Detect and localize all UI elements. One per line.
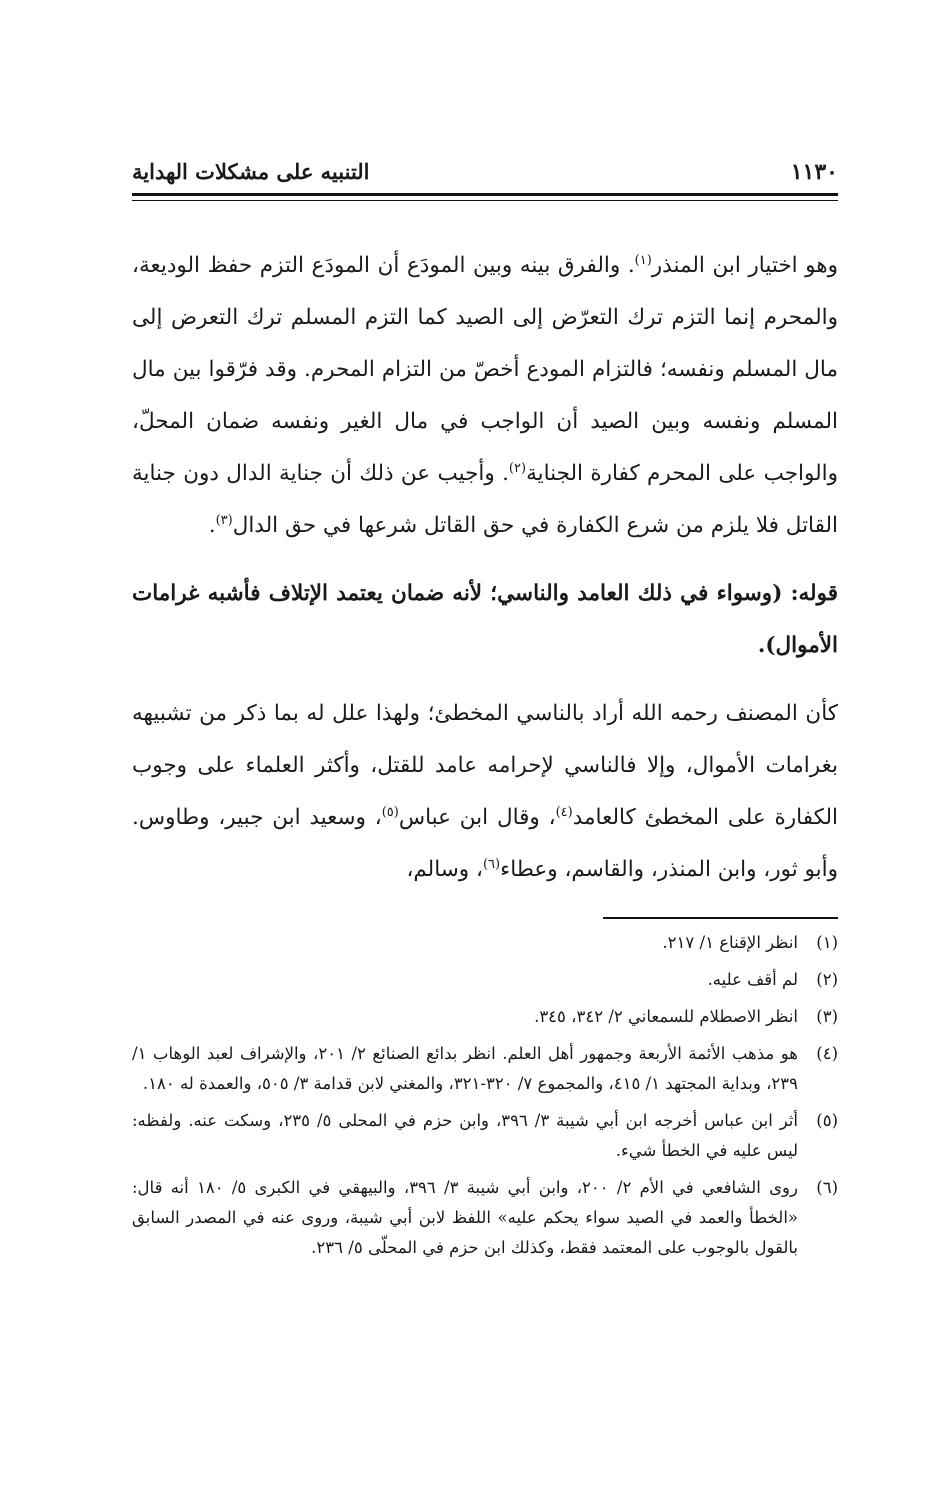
- paragraph-2: كأن المصنف رحمه الله أراد بالناسي المخطئ؛ ولهذا علل له بما ذكر من تشبيهه بغرامات الأموال، وإلا فالناسي لإحرامه عامد للقتل، وأكثر العلماء على وجوب الكفارة على المخطئ كالعامد$^{(٤)}$، وقال ابن عباس$^{(٥)}$، وسعيد ابن جبير، وطاوس. وأبو ثور، وابن المنذر، والقاسم، وعطاء$^{(٦)}$، وسالم،: [132, 701, 839, 882]
- footnote-text: أثر ابن عباس أخرجه ابن أبي شيبة ٣/ ٣٩٦، وابن حزم في المحلى ٥/ ٢٣٥، وسكت عنه. ولفظه: ليس عليه في الخطأ شيء.: [132, 1111, 798, 1160]
- header-rule: [132, 193, 838, 196]
- footnote-number: (١): [816, 933, 838, 952]
- footnote-number: (٣): [816, 1007, 838, 1026]
- footnote-ref: (١): [634, 252, 652, 268]
- running-header: [132, 152, 838, 192]
- page-number: ١١٣٠: [790, 159, 838, 185]
- footnote-text: انظر الاصطلام للسمعاني ٢/ ٣٤٢، ٣٤٥.: [534, 1007, 798, 1026]
- main-text: [132, 240, 838, 896]
- footnote-ref: (٢): [508, 460, 527, 476]
- footnote-number: (٦): [816, 1178, 838, 1197]
- footnote-separator: [603, 917, 838, 919]
- footnote-ref: (٣): [215, 512, 233, 528]
- paragraph-1: وهو اختيار ابن المنذر$^{(١)}$. والفرق بينه وبين المودَع أن المودَع التزم حفظ الوديعة، والمحرم إنما التزم ترك التعرّض إلى الصيد كما التزم المسلم ترك التعرض إلى مال المسلم ونفسه؛ فالتزام المودع أخصّ من التزام المحرم. وقد فرّقوا بين مال المسلم ونفسه وبين الصيد أن الواجب في مال الغير ونفسه ضمان المحلّ، والواجب على المحرم كفارة الجناية$^{(٢)}$. وأجيب عن ذلك أن جناية الدال دون جناية القاتل فلا يلزم من شرع الكفارة في حق القاتل شرعها في حق الدال$^{(٣)}$.: [132, 252, 838, 538]
- book-page: [132, 0, 838, 1490]
- footnote-ref: (٦): [482, 856, 501, 872]
- footnote: [132, 1173, 838, 1263]
- footnote-text: انظر الإقناع ١/ ٢١٧.: [662, 933, 798, 952]
- footnote-number: (٥): [816, 1111, 838, 1130]
- footnote-number: (٢): [816, 970, 838, 989]
- running-title: التنبيه على مشكلات الهداية: [132, 159, 370, 184]
- footnote-ref: (٤): [555, 804, 573, 820]
- footnote-text: روى الشافعي في الأم ٢/ ٢٠٠، وابن أبي شيبة ٣/ ٣٩٦، والبيهقي في الكبرى ٥/ ١٨٠ أنه قال: «الخطأ والعمد في الصيد سواء يحكم عليه» اللفظ لابن أبي شيبة، وروى عنه في المصدر السابق بالقول بالوجوب على المعتمد فقط، وكذلك ابن حزم في المحلّى ٥/ ٢٣٦.: [132, 1178, 798, 1257]
- footnote-number: (٤): [816, 1044, 838, 1063]
- footnotes-list: [132, 928, 838, 1270]
- footnote-text: لم أقف عليه.: [707, 970, 798, 989]
- footnote: [132, 1002, 838, 1032]
- header-rule-thin: [132, 200, 838, 201]
- footnote-ref: (٥): [381, 804, 399, 820]
- footnote: [132, 928, 838, 958]
- footnote: [132, 1106, 838, 1166]
- footnote: [132, 1039, 838, 1099]
- quoted-passage: قوله: (وسواء في ذلك العامد والناسي؛ لأنه ضمان يعتمد الإتلاف فأشبه غرامات الأموال).: [132, 581, 838, 658]
- footnote-text: هو مذهب الأئمة الأربعة وجمهور أهل العلم. انظر بدائع الصنائع ٢/ ٢٠١، والإشراف لعبد الوهاب ١/ ٢٣٩، وبداية المجتهد ١/ ٤١٥، والمجموع ٧/ ٣٢٠-٣٢١، والمغني لابن قدامة ٣/ ٥٠٥، والعمدة له ١٨٠.: [132, 1044, 798, 1093]
- footnote: [132, 965, 838, 995]
